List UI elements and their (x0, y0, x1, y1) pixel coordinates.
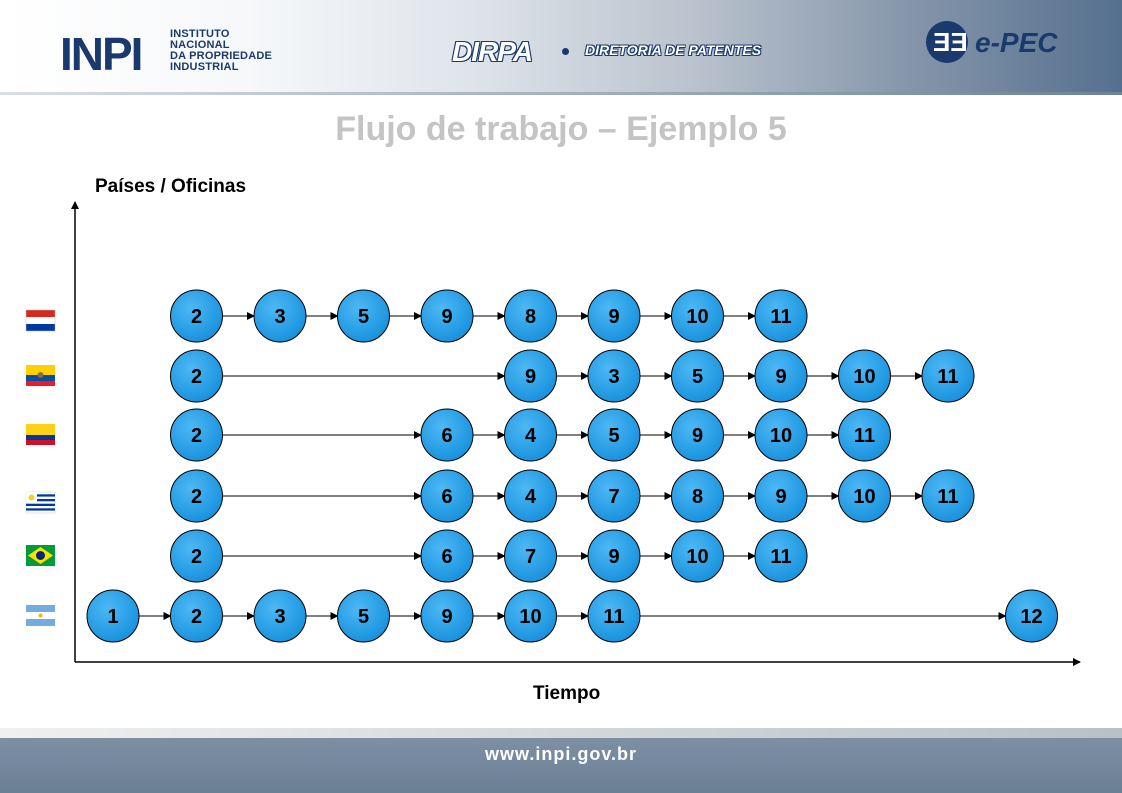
workflow-node-label: 1 (107, 606, 119, 628)
workflow-node-label: 9 (441, 606, 453, 628)
workflow-node-label: 9 (691, 425, 704, 447)
workflow-node-label: 9 (608, 546, 620, 568)
workflow-node-label: 9 (775, 486, 787, 508)
workflow-row (171, 530, 808, 582)
workflow-row (171, 409, 891, 461)
footer-divider (0, 728, 1122, 738)
workflow-node-label: 2 (190, 546, 203, 568)
workflow-node-label: 9 (608, 306, 620, 328)
uruguay-flag (26, 492, 55, 513)
dirpa-subtitle: DIRETORIA DE PATENTES (585, 42, 762, 58)
workflow-node-label: 9 (524, 366, 537, 388)
workflow-node-label: 2 (190, 606, 203, 628)
footer-url[interactable]: www.inpi.gov.br (485, 744, 637, 764)
workflow-node-label: 12 (1020, 606, 1043, 628)
workflow-node-label: 8 (691, 486, 704, 508)
workflow-node-label: 10 (853, 486, 876, 508)
argentina-flag (26, 605, 55, 626)
workflow-node-label: 4 (524, 486, 537, 508)
workflow-row (171, 290, 808, 342)
colombia-flag (26, 424, 55, 445)
workflow-node-label: 11 (937, 486, 959, 508)
workflow-node-label: 11 (770, 306, 792, 328)
workflow-node-label: 3 (274, 606, 286, 628)
workflow-node-label: 2 (190, 366, 203, 388)
inpi-line: DA PROPRIEDADE (170, 50, 273, 62)
svg-text:e-PEC: e-PEC (975, 27, 1058, 58)
workflow-node-label: 6 (441, 425, 453, 447)
inpi-line: INSTITUTO (170, 28, 230, 40)
workflow-node-label: 10 (853, 366, 876, 388)
workflow-node-label: 3 (608, 366, 620, 388)
workflow-node-label: 5 (691, 366, 704, 388)
y-axis-label: Países / Oficinas (95, 176, 247, 197)
workflow-row (171, 470, 975, 522)
inpi-line: INDUSTRIAL (170, 61, 239, 73)
workflow-node-label: 10 (686, 306, 709, 328)
workflow-node-label: 9 (441, 306, 453, 328)
workflow-node-label: 2 (190, 306, 203, 328)
workflow-node-label: 3 (274, 306, 286, 328)
workflow-node-label: 6 (441, 486, 453, 508)
workflow-rows (87, 290, 1058, 642)
workflow-node-label: 11 (853, 425, 876, 447)
workflow-node-label: 8 (524, 306, 537, 328)
workflow-node-label: 9 (775, 366, 787, 388)
workflow-node-label: 2 (190, 425, 203, 447)
workflow-node-label: 10 (769, 425, 793, 447)
workflow-node-label: 11 (770, 546, 792, 568)
workflow-node-label: 5 (357, 306, 370, 328)
svg-text:INPI: INPI (60, 30, 142, 74)
workflow-node-label: 2 (190, 486, 203, 508)
workflow-node-label: 6 (441, 546, 453, 568)
dirpa-logo: DIRPA (452, 36, 533, 67)
workflow-row (87, 590, 1058, 642)
workflow-node-label: 10 (686, 546, 709, 568)
workflow-node-label: 7 (608, 486, 620, 508)
workflow-row (171, 350, 975, 402)
brazil-flag (26, 545, 55, 566)
workflow-node-label: 5 (357, 606, 370, 628)
page-title: Flujo de trabajo – Ejemplo 5 (335, 110, 787, 148)
inpi-line: NACIONAL (170, 39, 230, 51)
ecuador-flag (26, 365, 55, 386)
workflow-node-label: 7 (524, 546, 537, 568)
paraguay-flag (26, 310, 55, 331)
workflow-node-label: 11 (937, 366, 959, 388)
workflow-node-label: 5 (608, 425, 620, 447)
workflow-node-label: 11 (603, 606, 625, 628)
svg-text:ƎƎ: ƎƎ (933, 27, 968, 57)
workflow-node-label: 10 (519, 606, 542, 628)
x-axis-label: Tiempo (533, 683, 601, 704)
workflow-node-label: 4 (524, 425, 537, 447)
